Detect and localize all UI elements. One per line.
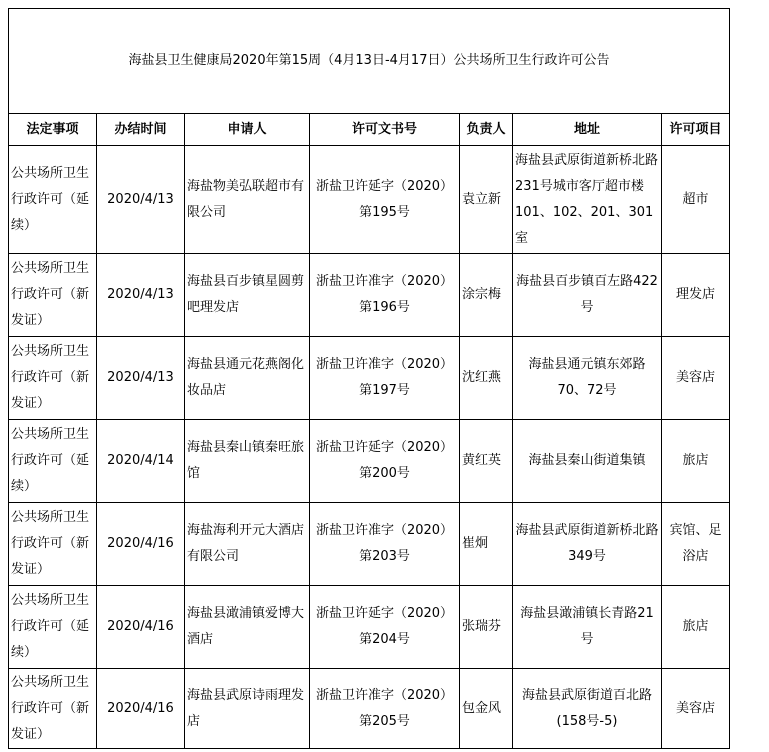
cell-license: 浙盐卫许延字（2020）第204号 (310, 586, 460, 669)
table-row (9, 503, 730, 586)
cell-license: 浙盐卫许准字（2020）第203号 (310, 503, 460, 586)
cell-license: 浙盐卫许延字（2020）第200号 (310, 420, 460, 503)
header-project: 许可项目 (662, 114, 730, 146)
cell-address: 海盐县武原街道百北路(158号-5) (513, 669, 662, 749)
cell-license: 浙盐卫许延字（2020）第195号 (310, 146, 460, 254)
header-row (9, 114, 730, 146)
cell-address: 海盐县通元镇东郊路70、72号 (513, 337, 662, 420)
cell-license: 浙盐卫许准字（2020）第197号 (310, 337, 460, 420)
header-item: 法定事项 (9, 114, 97, 146)
cell-item: 公共场所卫生行政许可（新发证） (9, 337, 97, 420)
cell-date: 2020/4/13 (97, 146, 185, 254)
cell-project: 理发店 (662, 254, 730, 337)
cell-person: 袁立新 (460, 146, 513, 254)
cell-project: 超市 (662, 146, 730, 254)
cell-date: 2020/4/13 (97, 337, 185, 420)
cell-date: 2020/4/14 (97, 420, 185, 503)
table-row (9, 254, 730, 337)
cell-applicant: 海盐物美弘联超市有限公司 (185, 146, 310, 254)
cell-date: 2020/4/16 (97, 586, 185, 669)
table-row (9, 420, 730, 503)
cell-project: 美容店 (662, 669, 730, 749)
cell-project: 宾馆、足浴店 (662, 503, 730, 586)
cell-person: 张瑞芬 (460, 586, 513, 669)
cell-date: 2020/4/16 (97, 669, 185, 749)
cell-applicant: 海盐县秦山镇秦旺旅馆 (185, 420, 310, 503)
cell-applicant: 海盐县百步镇星圆剪吧理发店 (185, 254, 310, 337)
header-address: 地址 (513, 114, 662, 146)
cell-project: 旅店 (662, 420, 730, 503)
cell-item: 公共场所卫生行政许可（延续） (9, 586, 97, 669)
header-applicant: 申请人 (185, 114, 310, 146)
cell-person: 黄红英 (460, 420, 513, 503)
title-row (9, 9, 730, 114)
cell-license: 浙盐卫许准字（2020）第205号 (310, 669, 460, 749)
cell-person: 涂宗梅 (460, 254, 513, 337)
cell-address: 海盐县澉浦镇长青路21号 (513, 586, 662, 669)
cell-address: 海盐县百步镇百左路422号 (513, 254, 662, 337)
header-person: 负责人 (460, 114, 513, 146)
cell-item: 公共场所卫生行政许可（新发证） (9, 669, 97, 749)
header-license: 许可文书号 (310, 114, 460, 146)
cell-address: 海盐县秦山街道集镇 (513, 420, 662, 503)
license-notice-table (8, 8, 730, 749)
cell-person: 包金风 (460, 669, 513, 749)
cell-item: 公共场所卫生行政许可（新发证） (9, 503, 97, 586)
cell-applicant: 海盐海利开元大酒店有限公司 (185, 503, 310, 586)
cell-item: 公共场所卫生行政许可（延续） (9, 420, 97, 503)
notice-title: 海盐县卫生健康局2020年第15周（4月13日-4月17日）公共场所卫生行政许可公告 (9, 9, 730, 114)
cell-person: 崔炯 (460, 503, 513, 586)
cell-license: 浙盐卫许准字（2020）第196号 (310, 254, 460, 337)
cell-date: 2020/4/13 (97, 254, 185, 337)
cell-project: 旅店 (662, 586, 730, 669)
cell-applicant: 海盐县通元花燕阁化妆品店 (185, 337, 310, 420)
cell-applicant: 海盐县澉浦镇爱博大酒店 (185, 586, 310, 669)
cell-item: 公共场所卫生行政许可（延续） (9, 146, 97, 254)
cell-person: 沈红燕 (460, 337, 513, 420)
cell-project: 美容店 (662, 337, 730, 420)
table-row (9, 586, 730, 669)
table-row (9, 146, 730, 254)
cell-address: 海盐县武原街道新桥北路231号城市客厅超市楼101、102、201、301室 (513, 146, 662, 254)
table-row (9, 669, 730, 749)
header-date: 办结时间 (97, 114, 185, 146)
cell-item: 公共场所卫生行政许可（新发证） (9, 254, 97, 337)
cell-applicant: 海盐县武原诗雨理发店 (185, 669, 310, 749)
cell-date: 2020/4/16 (97, 503, 185, 586)
cell-address: 海盐县武原街道新桥北路349号 (513, 503, 662, 586)
table-row (9, 337, 730, 420)
